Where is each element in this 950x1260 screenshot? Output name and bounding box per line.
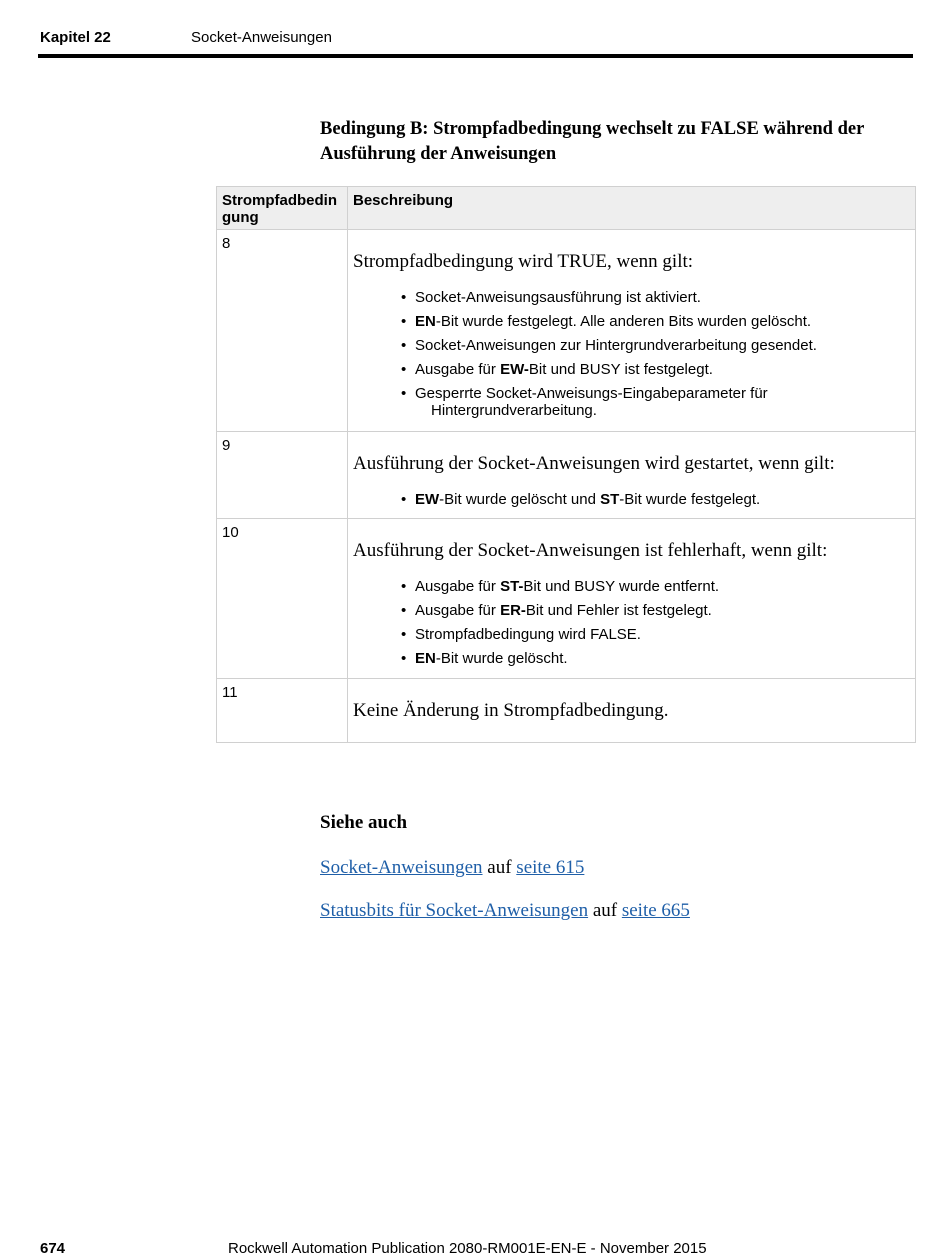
- row-description: [348, 432, 916, 519]
- table-row: [217, 679, 916, 743]
- bullet-icon: •: [401, 289, 407, 306]
- table-header-row: [217, 187, 916, 230]
- bullet-icon: •: [401, 602, 407, 619]
- row-number: 10: [217, 519, 348, 679]
- page-link[interactable]: seite 615: [516, 857, 585, 878]
- reference-connector: auf: [588, 900, 622, 921]
- bullet-list: [353, 491, 910, 508]
- list-item: • EN-Bit wurde gelöscht.: [401, 650, 568, 667]
- list-item: • Socket-Anweisungsausführung ist aktiviert.: [401, 289, 701, 306]
- bullet-icon: •: [401, 578, 407, 595]
- header-rule: [38, 54, 913, 58]
- column-header-description: Beschreibung: [348, 187, 916, 230]
- list-item: • Ausgabe für ST-Bit und BUSY wurde entfernt.: [401, 578, 720, 595]
- list-item: • Strompfadbedingung wird FALSE.: [401, 626, 641, 643]
- row-lead: Keine Änderung in Strompfadbedingung.: [353, 700, 669, 721]
- bullet-icon: •: [401, 361, 407, 378]
- table-row: [217, 519, 916, 679]
- chapter-label: Kapitel 22: [40, 29, 111, 46]
- page-link[interactable]: seite 665: [621, 900, 690, 921]
- see-also-reference: [320, 900, 690, 922]
- bullet-icon: •: [401, 313, 407, 330]
- chapter-title: Socket-Anweisungen: [191, 29, 332, 46]
- list-item: • EN-Bit wurde festgelegt. Alle anderen Bits wurden gelöscht.: [401, 313, 812, 330]
- bullet-list: [353, 289, 910, 419]
- list-item: • Ausgabe für EW-Bit und BUSY ist festgelegt.: [401, 361, 713, 378]
- table-row: [217, 230, 916, 432]
- page-header: [40, 29, 913, 49]
- bullet-icon: •: [401, 385, 407, 402]
- row-description: [348, 230, 916, 432]
- see-also-heading: Siehe auch: [320, 812, 408, 833]
- table-row: [217, 432, 916, 519]
- bullet-icon: •: [401, 337, 407, 354]
- bullet-icon: •: [401, 650, 407, 667]
- column-header-condition: Strompfadbedin gung: [217, 187, 348, 230]
- publication-info: Rockwell Automation Publication 2080-RM001E-EN-E - November 2015: [228, 1240, 707, 1257]
- list-item: • Ausgabe für ER-Bit und Fehler ist festgelegt.: [401, 602, 712, 619]
- list-item: • Gesperrte Socket-Anweisungs-Eingabeparameter für Hintergrundverarbeitung.: [401, 385, 768, 419]
- row-description: [348, 679, 916, 743]
- reference-connector: auf: [482, 857, 517, 878]
- row-lead: Strompfadbedingung wird TRUE, wenn gilt:: [353, 251, 694, 272]
- page-number: 674: [40, 1240, 66, 1257]
- bullet-icon: •: [401, 491, 407, 508]
- reference-link[interactable]: Statusbits für Socket-Anweisungen: [320, 900, 589, 921]
- section-heading: Bedingung B: Strompfadbedingung wechselt zu FALSE während der Ausführung der Anweisungen: [320, 119, 864, 164]
- reference-link[interactable]: Socket-Anweisungen: [320, 857, 483, 878]
- see-also-reference: [320, 857, 584, 879]
- bullet-list: [353, 578, 910, 667]
- list-item: • EW-Bit wurde gelöscht und ST-Bit wurde festgelegt.: [401, 491, 761, 508]
- row-lead: Ausführung der Socket-Anweisungen wird gestartet, wenn gilt:: [353, 453, 835, 474]
- row-lead: Ausführung der Socket-Anweisungen ist fehlerhaft, wenn gilt:: [353, 540, 828, 561]
- row-description: [348, 519, 916, 679]
- row-number: 11: [217, 679, 348, 743]
- list-item: • Socket-Anweisungen zur Hintergrundverarbeitung gesendet.: [401, 337, 817, 354]
- condition-table: [216, 186, 916, 743]
- bullet-icon: •: [401, 626, 407, 643]
- row-number: 8: [217, 230, 348, 432]
- row-number: 9: [217, 432, 348, 519]
